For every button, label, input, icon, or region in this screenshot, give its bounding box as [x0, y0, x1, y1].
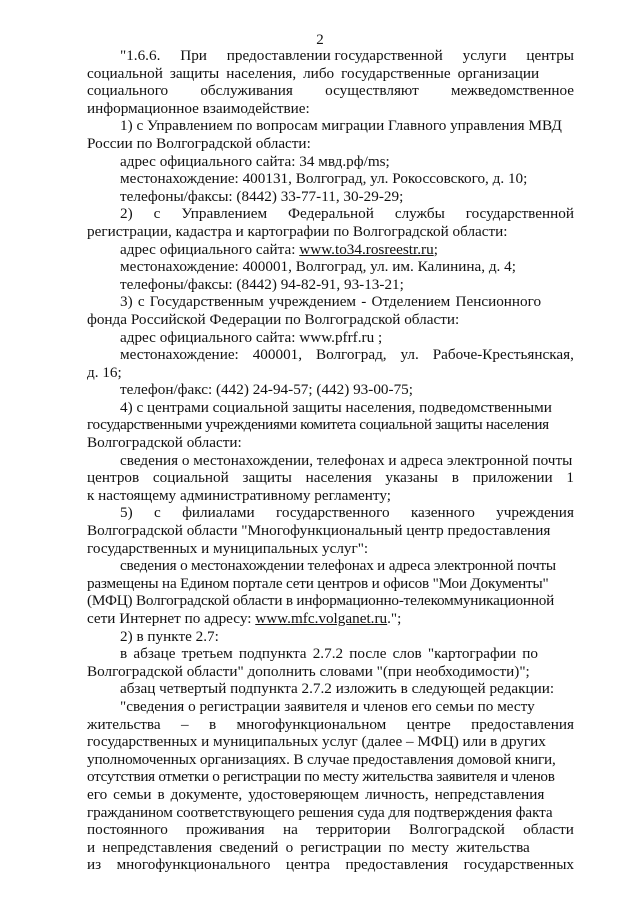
text-line	[87, 47, 574, 65]
text-line: (МФЦ) Волгоградской области в информационно-телекоммуникационной	[87, 592, 555, 610]
text-word: постоянного	[87, 821, 168, 839]
text-word: казенного	[410, 504, 475, 522]
text-line: телефоны/факсы: (8442) 33-77-11, 30-29-29;	[120, 187, 404, 205]
text-line: государственными учреждениями комитета социальной защиты населения	[87, 416, 549, 434]
text-fragment: сети Интернет по адресу:	[87, 610, 256, 627]
text-word: государственной	[465, 205, 574, 223]
text-line: телефон/факс: (442) 24-94-57; (442) 93-00-75;	[120, 381, 413, 399]
text-line	[87, 716, 574, 734]
text-line: России по Волгоградской области:	[87, 134, 311, 152]
text-line: адрес официального сайта: 34 мвд.рф/ms;	[120, 152, 390, 170]
text-word: центре	[406, 715, 451, 733]
text-line: гражданином соответствующего решения суда для подтверждения факта	[87, 803, 553, 821]
text-word: приложении	[472, 469, 553, 487]
text-line: в абзаце третьем подпункта 2.7.2 после слов "картографии по	[120, 645, 539, 663]
text-line: д. 16;	[87, 363, 122, 381]
text-line: Волгоградской области:	[87, 434, 242, 452]
text-word: защиты	[242, 469, 292, 487]
text-fragment: ;	[433, 240, 438, 258]
text-line	[87, 82, 574, 100]
text-word: на	[282, 821, 298, 839]
text-word: социального	[87, 82, 169, 100]
text-word: многофункциональном	[236, 715, 387, 733]
rosreestr-link[interactable]: www.to34.rosreestr.ru	[299, 240, 434, 258]
text-word: многофункционального	[116, 856, 271, 874]
text-line	[87, 346, 574, 364]
text-word: центры	[526, 47, 574, 64]
text-word: в	[208, 715, 217, 733]
text-line: 1) с Управлением по вопросам миграции Главного управления МВД	[120, 117, 562, 135]
text-line	[87, 241, 574, 259]
text-word: Волгоград,	[315, 346, 387, 364]
text-line	[87, 205, 574, 223]
text-word: населения	[305, 469, 372, 487]
text-line: телефоны/факсы: (8442) 94-82-91, 93-13-21;	[120, 275, 404, 293]
text-word: центра	[285, 856, 331, 874]
text-word: предоставлении государственной	[226, 47, 443, 64]
text-word: учреждения	[496, 504, 574, 522]
text-word: государственного	[276, 504, 390, 522]
text-line: местонахождение: 400001, Волгоград, ул. им. Калинина, д. 4;	[120, 258, 516, 276]
text-word: из	[87, 856, 102, 874]
text-word: местонахождение:	[120, 346, 239, 364]
text-line: информационное взаимодействие:	[87, 99, 310, 117]
text-line	[87, 469, 574, 487]
text-word: Волгоградской	[408, 821, 505, 839]
text-word: жительства	[87, 715, 161, 733]
text-line: 3) с Государственным учреждением - Отделением Пенсионного	[120, 293, 542, 311]
text-word: 2)	[120, 205, 133, 223]
text-word: социальной	[152, 469, 229, 487]
text-fragment: .";	[387, 610, 402, 627]
text-word: Федеральной	[288, 205, 374, 223]
text-word: "1.6.6.	[120, 47, 161, 64]
text-word: государственных	[463, 856, 574, 874]
text-word: Управлением	[181, 205, 268, 223]
text-line: абзац четвертый подпункта 2.7.2 изложить в следующей редакции:	[120, 680, 555, 698]
text-line	[87, 856, 574, 874]
text-line: уполномоченных организациях. В случае предоставления домовой книги,	[87, 750, 556, 768]
text-line: фонда Российской Федерации по Волгоградской области:	[87, 310, 460, 328]
text-line: "сведения о регистрации заявителя и членов его семьи по месту	[120, 697, 535, 715]
text-word: проживания	[186, 821, 265, 839]
text-word: обслуживания	[200, 82, 293, 100]
text-line: государственных и муниципальных услуг":	[87, 539, 369, 557]
text-word: с	[153, 205, 161, 223]
text-fragment: адрес официального сайта:	[120, 240, 300, 258]
text-word: межведомственное	[450, 82, 574, 100]
text-line: государственных и муниципальных услуг (далее – МФЦ) или в других	[87, 733, 546, 751]
text-word: осуществляют	[325, 82, 419, 100]
text-word: филиалами	[182, 504, 255, 522]
text-word: 400001,	[252, 346, 303, 364]
text-word: области	[523, 821, 574, 839]
text-line: регистрации, кадастра и картографии по Волгоградской области:	[87, 222, 508, 240]
text-word: указаны	[385, 469, 438, 487]
text-line: к настоящему административному регламенту;	[87, 486, 391, 504]
text-word: предоставления	[345, 856, 449, 874]
text-line: сведения о местонахождении телефонах и адреса электронной почты	[120, 557, 556, 575]
text-word: ул.	[400, 346, 419, 364]
text-word: с	[153, 504, 161, 522]
text-word: 1	[566, 469, 574, 487]
text-line: отсутствия отметки о регистрации по месту жительства заявителя и членов	[87, 768, 555, 786]
text-line: местонахождение: 400131, Волгоград, ул. Рокоссовского, д. 10;	[120, 170, 528, 188]
mfc-link[interactable]: www.mfc.volganet.ru	[255, 610, 388, 627]
text-line: социальной защиты населения, либо государственные организации	[87, 64, 540, 82]
text-line: сведения о местонахождении, телефонах и адреса электронной почты	[120, 451, 573, 469]
text-line: Волгоградской области" дополнить словами "(при необходимости)";	[87, 662, 530, 680]
text-line: размещены на Едином портале сети центров и офисов "Мои Документы"	[87, 574, 549, 592]
text-line: адрес официального сайта: www.pfrf.ru ;	[120, 328, 383, 346]
text-word: При	[180, 47, 207, 64]
text-word: Рабоче-Крестьянская,	[432, 346, 574, 364]
text-line	[87, 821, 574, 839]
text-line	[87, 610, 574, 628]
text-word: службы	[394, 205, 445, 223]
text-word: территории	[316, 821, 391, 839]
text-word: в	[451, 469, 459, 487]
text-line	[87, 504, 574, 522]
text-line: Волгоградской области "Многофункциональный центр предоставления	[87, 522, 551, 540]
text-line: его семьи в документе, удостоверяющем личность, непредставления	[87, 785, 545, 803]
page-number: 2	[316, 32, 324, 48]
text-word: центров	[87, 469, 140, 487]
text-word: услуги	[462, 47, 507, 64]
text-line: и непредставления сведений о регистрации по месту жительства	[87, 838, 530, 856]
document-body	[87, 47, 574, 874]
text-word: 5)	[120, 504, 133, 522]
text-word: –	[180, 715, 189, 733]
text-word: предоставления	[471, 715, 574, 733]
text-line: 2) в пункте 2.7:	[120, 627, 219, 645]
text-line: 4) с центрами социальной защиты населения, подведомственными	[120, 398, 552, 416]
